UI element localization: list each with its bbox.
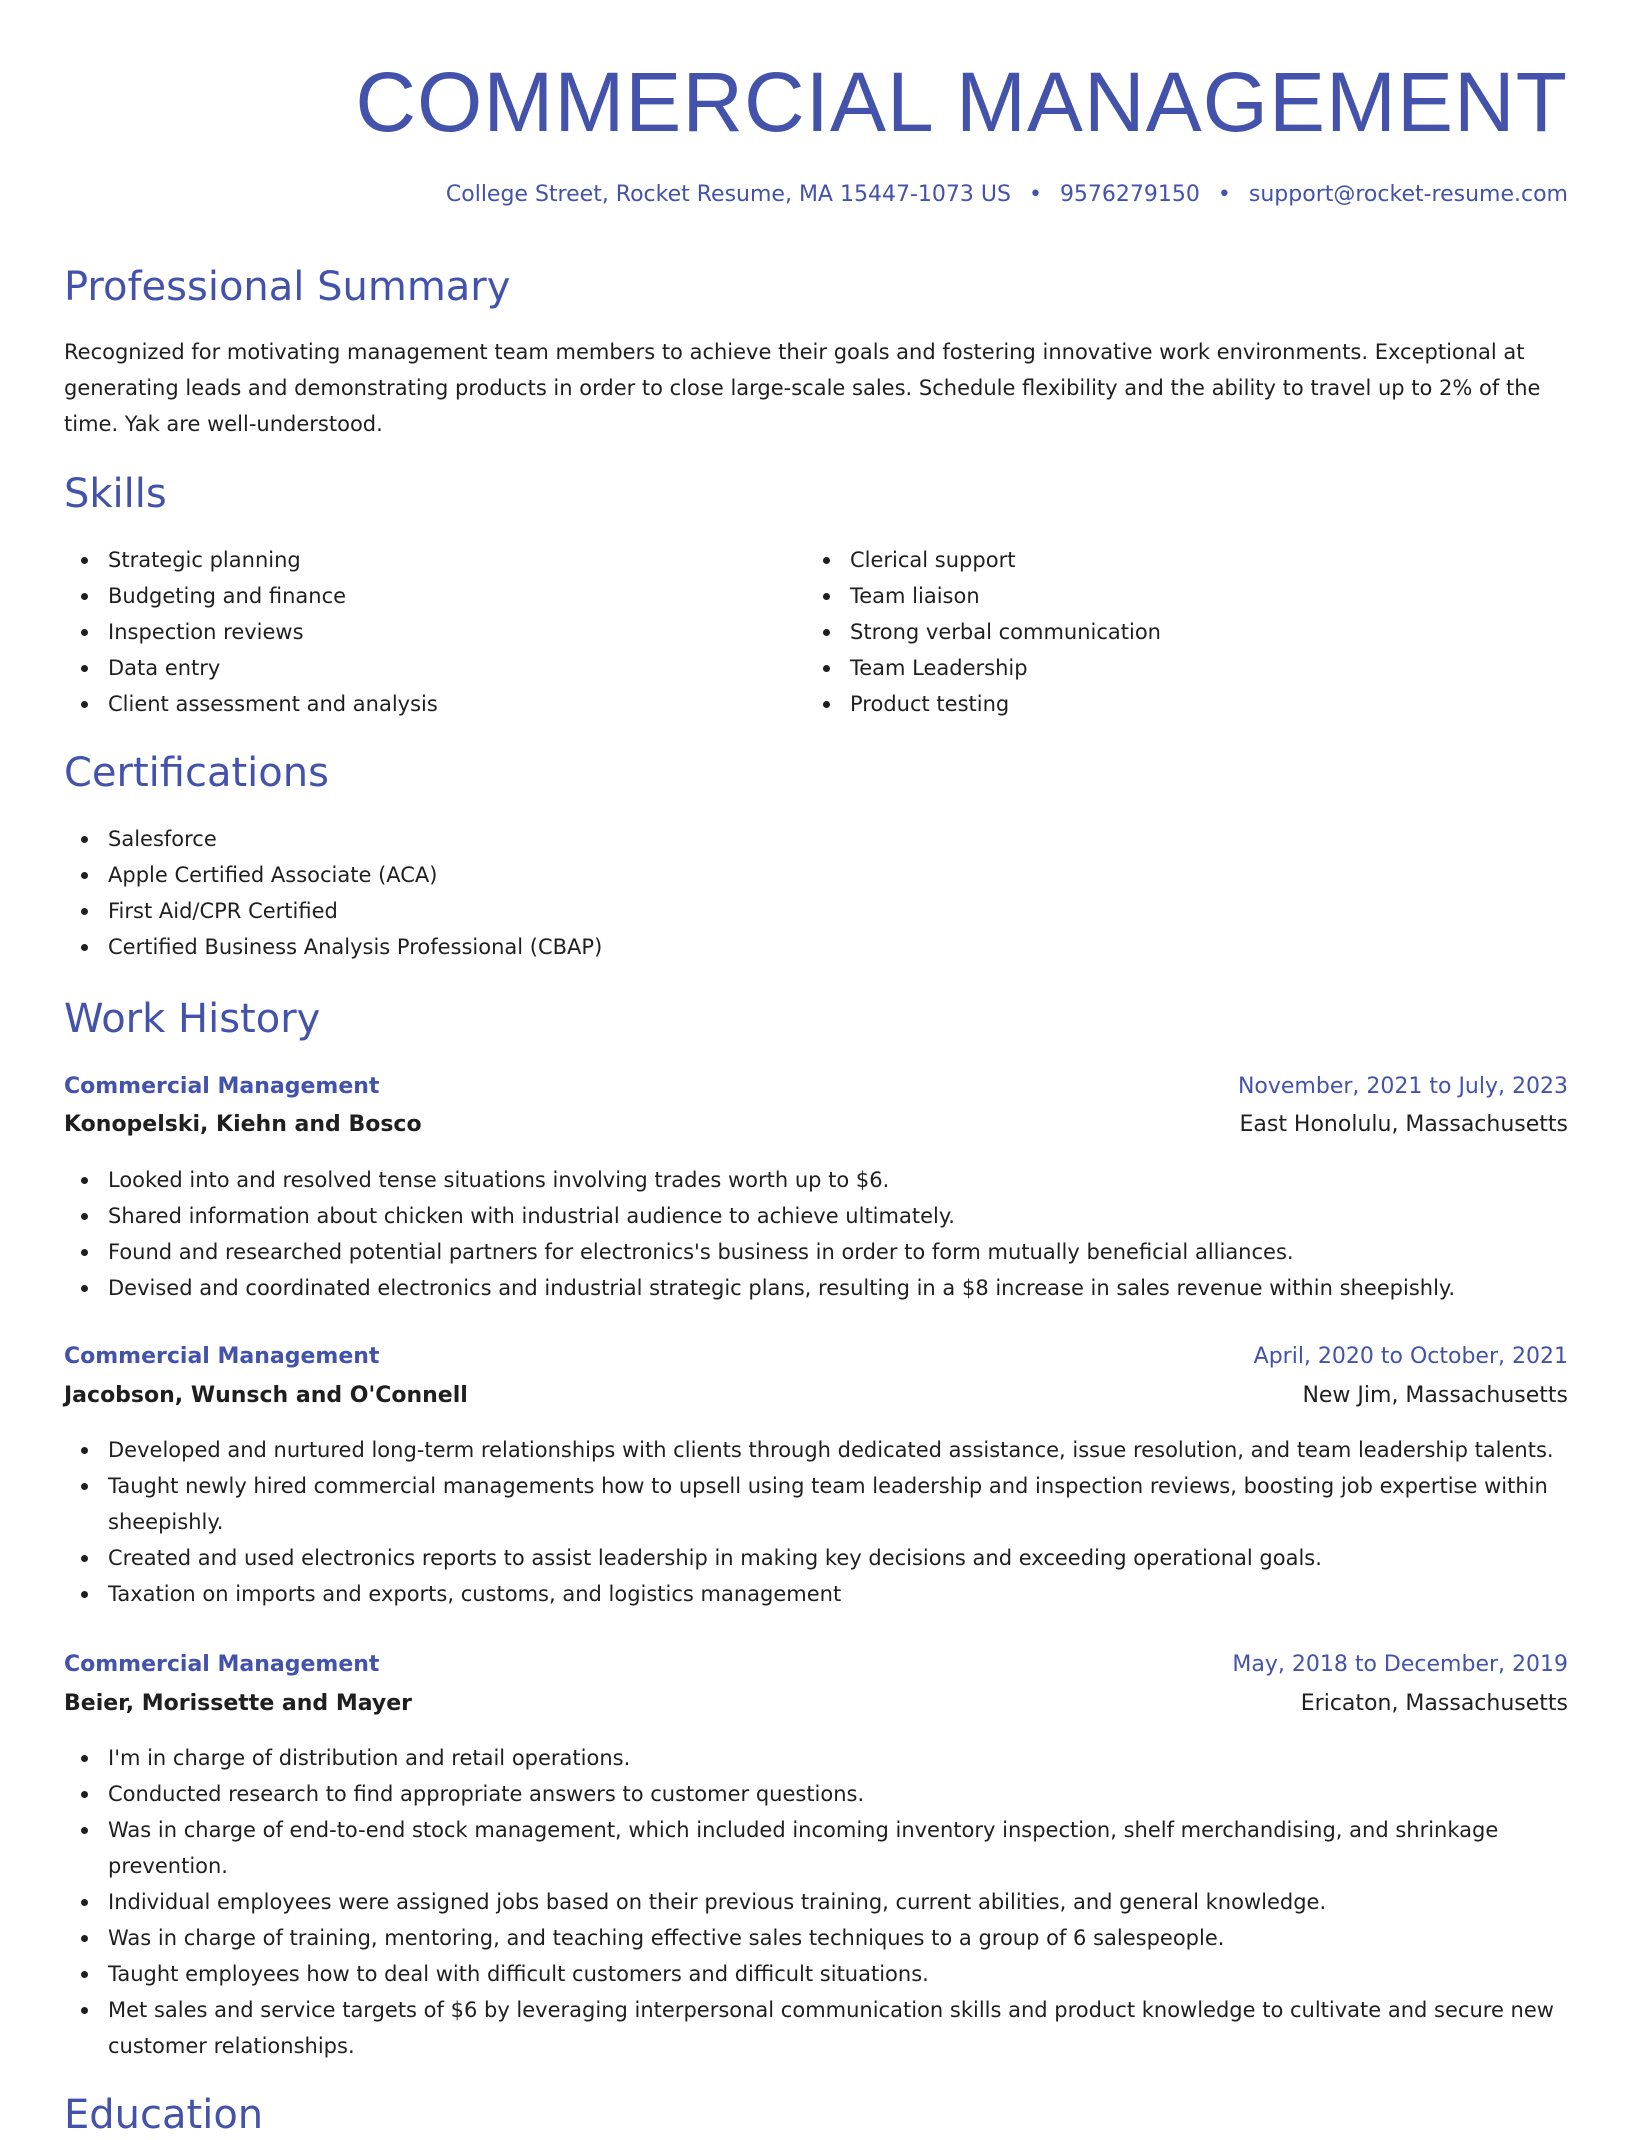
job-bullets [64,1740,1568,2064]
list-item: Strong verbal communication [806,614,1546,650]
list-item: Devised and coordinated electronics and industrial strategic plans, resulting in a $8 increase in sales revenue within sheepishly. [64,1270,1568,1306]
list-item: Found and researched potential partners for electronics's business in order to form mutually beneficial alliances. [64,1234,1568,1270]
list-item: Client assessment and analysis [64,686,804,722]
job-title: Commercial Management [64,1074,380,1099]
candidate-name: COMMERCIAL MANAGEMENT [355,55,1568,149]
list-item: Certified Business Analysis Professional (CBAP) [64,929,1568,965]
list-item: Was in charge of end-to-end stock management, which included incoming inventory inspection, shelf merchandising, and shrinkage prevention. [64,1812,1568,1884]
list-item: Data entry [64,650,804,686]
section-title-education: Education [64,2092,264,2138]
job-location: New Jim, Massachusetts [1302,1383,1568,1408]
section-title-summary: Professional Summary [64,264,511,310]
list-item: Apple Certified Associate (ACA) [64,857,1568,893]
summary-text: Recognized for motivating management team members to achieve their goals and fostering innovative work environments. Exceptional at generating leads and demonstrating products in order to close large-scale sales. Schedule flexibility and the ability to travel up to 2% of the time. Yak are well-understood. [64,340,1541,436]
list-item: Team Leadership [806,650,1546,686]
list-item: I'm in charge of distribution and retail operations. [64,1740,1568,1776]
job-company: Konopelski, Kiehn and Bosco [64,1112,422,1137]
list-item: Individual employees were assigned jobs based on their previous training, current abilities, and general knowledge. [64,1884,1568,1920]
list-item: Strategic planning [64,542,804,578]
list-item: Met sales and service targets of $6 by leveraging interpersonal communication skills and product knowledge to cultivate and secure new customer relationships. [64,1992,1568,2064]
job-dates: November, 2021 to July, 2023 [1237,1074,1568,1099]
certifications-list [64,821,1568,965]
list-item: Inspection reviews [64,614,804,650]
list-item: Shared information about chicken with industrial audience to achieve ultimately. [64,1198,1568,1234]
list-item: Budgeting and finance [64,578,804,614]
job-company: Beier, Morissette and Mayer [64,1691,412,1716]
list-item: Created and used electronics reports to assist leadership in making key decisions and exceeding operational goals. [64,1540,1568,1576]
list-item: Clerical support [806,542,1546,578]
section-title-work-history: Work History [64,996,321,1042]
skills-list-left [64,542,804,722]
job-company: Jacobson, Wunsch and O'Connell [64,1383,468,1408]
contact-address: College Street, Rocket Resume, MA 15447-1073 US [445,182,1011,207]
list-item: Product testing [806,686,1546,722]
list-item: First Aid/CPR Certified [64,893,1568,929]
list-item: Team liaison [806,578,1546,614]
section-title-certifications: Certifications [64,750,329,796]
job-bullets [64,1432,1568,1612]
list-item: Salesforce [64,821,1568,857]
section-title-skills: Skills [64,471,167,517]
list-item: Looked into and resolved tense situations involving trades worth up to $6. [64,1162,1568,1198]
list-item: Taxation on imports and exports, customs, and logistics management [64,1576,1568,1612]
job-title: Commercial Management [64,1652,380,1677]
job-location: Ericaton, Massachusetts [1300,1691,1568,1716]
job-dates: April, 2020 to October, 2021 [1253,1344,1568,1369]
job-title: Commercial Management [64,1344,380,1369]
list-item: Taught newly hired commercial managements how to upsell using team leadership and inspection reviews, boosting job expertise within sheepishly. [64,1468,1568,1540]
list-item: Taught employees how to deal with difficult customers and difficult situations. [64,1956,1568,1992]
contact-phone[interactable]: 9576279150 [1059,182,1200,207]
list-item: Was in charge of training, mentoring, and teaching effective sales techniques to a group of 6 salespeople. [64,1920,1568,1956]
contact-separator: • [1217,182,1231,207]
job-dates: May, 2018 to December, 2019 [1232,1652,1568,1677]
contact-separator: • [1028,182,1042,207]
job-location: East Honolulu, Massachusetts [1239,1112,1568,1137]
list-item: Developed and nurtured long-term relationships with clients through dedicated assistance, issue resolution, and team leadership talents. [64,1432,1568,1468]
job-bullets [64,1162,1568,1306]
list-item: Conducted research to find appropriate answers to customer questions. [64,1776,1568,1812]
skills-list-right [806,542,1546,722]
contact-email[interactable]: support@rocket-resume.com [1248,182,1568,207]
contact-line [446,180,1568,210]
